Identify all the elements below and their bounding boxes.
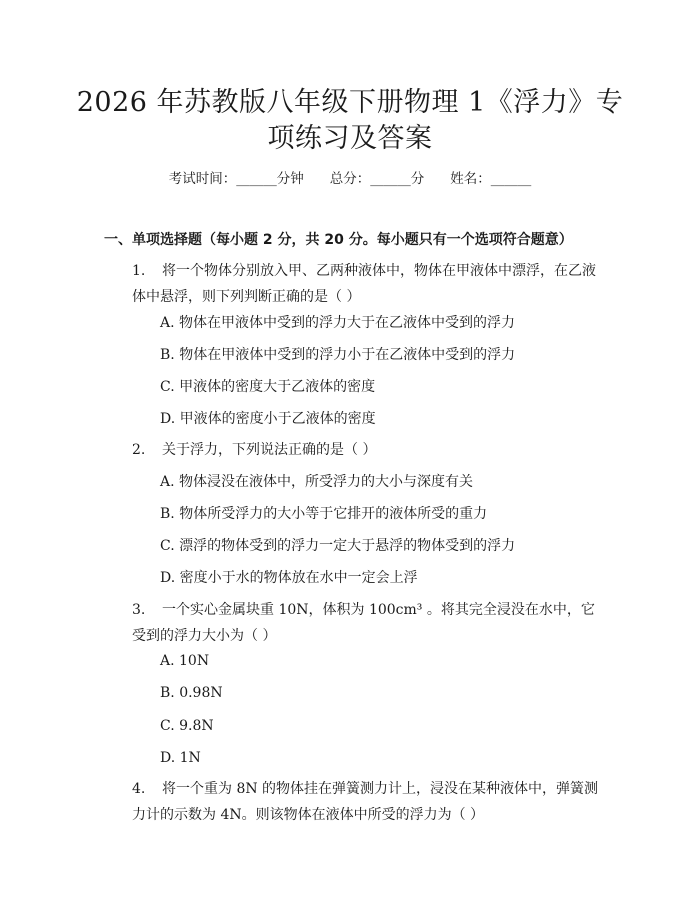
question-3-option-d: D. 1N bbox=[160, 750, 201, 766]
exam-meta bbox=[0, 170, 700, 188]
total-score-field: 总分：______分 bbox=[329, 171, 425, 187]
question-1-option-a: A. 物体在甲液体中受到的浮力大于在乙液体中受到的浮力 bbox=[160, 315, 516, 331]
question-number: 1. bbox=[132, 263, 146, 279]
question-text: 将一个物体分别放入甲、乙两种液体中，物体在甲液体中漂浮，在乙液体中悬浮，则下列判断正确的是（ ） bbox=[132, 263, 596, 305]
question-1 bbox=[104, 258, 604, 310]
question-2-option-d: D. 密度小于水的物体放在水中一定会上浮 bbox=[160, 570, 418, 586]
question-2-option-c: C. 漂浮的物体受到的浮力一定大于悬浮的物体受到的浮力 bbox=[160, 538, 516, 554]
question-3-option-c: C. 9.8N bbox=[160, 718, 214, 734]
student-name-field: 姓名：______ bbox=[450, 171, 532, 187]
question-1-option-d: D. 甲液体的密度小于乙液体的密度 bbox=[160, 411, 376, 427]
question-1-option-b: B. 物体在甲液体中受到的浮力小于在乙液体中受到的浮力 bbox=[160, 347, 516, 363]
title-line-2: 项练习及答案 bbox=[267, 123, 433, 154]
question-3 bbox=[104, 597, 604, 649]
question-2 bbox=[104, 437, 604, 463]
question-2-option-a: A. 物体浸没在液体中，所受浮力的大小与深度有关 bbox=[160, 474, 474, 490]
question-text: 关于浮力，下列说法正确的是（ ） bbox=[162, 442, 377, 458]
question-1-option-c: C. 甲液体的密度大于乙液体的密度 bbox=[160, 379, 376, 395]
title-line-1: 2026 年苏教版八年级下册物理 1《浮力》专 bbox=[76, 87, 624, 118]
question-2-option-b: B. 物体所受浮力的大小等于它排开的液体所受的重力 bbox=[160, 506, 488, 522]
question-4 bbox=[104, 776, 604, 828]
exam-time-field: 考试时间：______分钟 bbox=[168, 171, 304, 187]
question-3-option-a: A. 10N bbox=[160, 653, 210, 669]
question-text: 将一个重为 8N 的物体挂在弹簧测力计上，浸没在某种液体中，弹簧测力计的示数为 4N。则该物体在液体中所受的浮力为（ ） bbox=[132, 781, 599, 823]
question-number: 4. bbox=[132, 781, 146, 797]
section-heading-single-choice: 一、单项选择题（每小题 2 分，共 20 分。每小题只有一个选项符合题意） bbox=[104, 232, 573, 248]
question-number: 3. bbox=[132, 602, 146, 618]
question-3-option-b: B. 0.98N bbox=[160, 685, 223, 701]
question-number: 2. bbox=[132, 442, 146, 458]
question-text: 一个实心金属块重 10N，体积为 100cm³ 。将其完全浸没在水中，它受到的浮力大小为（ ） bbox=[132, 602, 595, 644]
